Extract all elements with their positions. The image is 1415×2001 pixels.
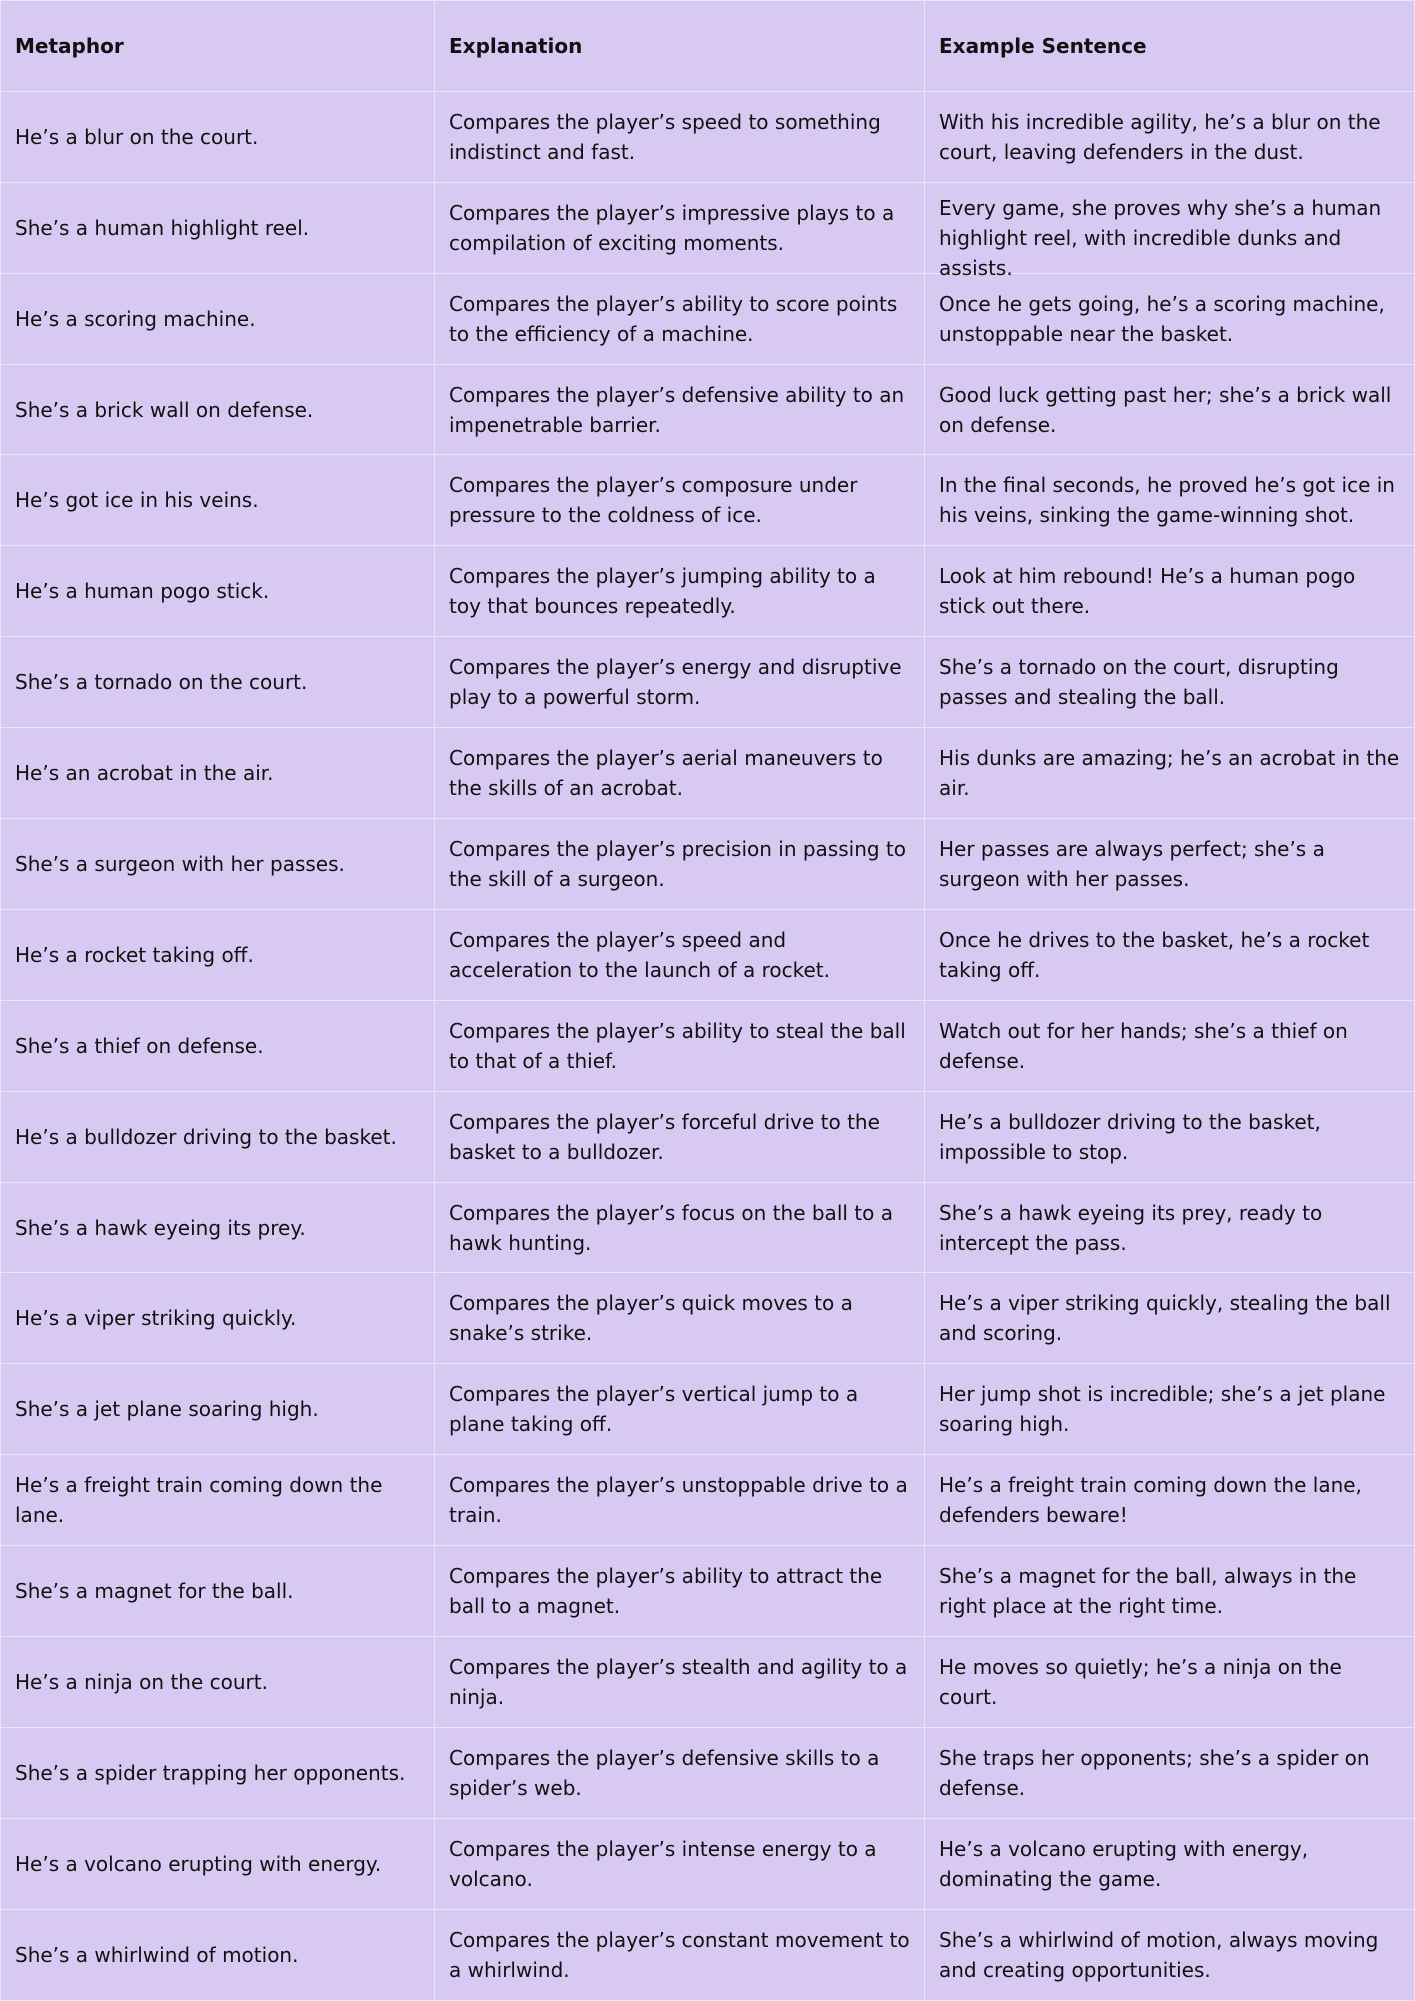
metaphor-cell-text: She’s a whirlwind of motion.	[15, 1942, 299, 1967]
explanation-cell	[435, 273, 925, 364]
explanation-cell	[435, 546, 925, 637]
metaphor-cell-text: He’s a bulldozer driving to the basket.	[15, 1124, 397, 1149]
example-sentence-cell-text: She’s a tornado on the court, disrupting passes and stealing the ball.	[939, 655, 1339, 710]
explanation-cell-text: Compares the player’s ability to score points to the efficiency of a machine.	[449, 291, 898, 346]
explanation-cell-text: Compares the player’s speed to something indistinct and fast.	[449, 109, 881, 164]
example-sentence-cell	[925, 728, 1415, 819]
explanation-cell-text: Compares the player’s aerial maneuvers to the skills of an acrobat.	[449, 746, 883, 801]
metaphor-cell-text: He’s a rocket taking off.	[15, 942, 254, 967]
header-metaphor: Metaphor	[1, 1, 435, 92]
example-sentence-cell-text: He’s a freight train coming down the lane, defenders beware!	[939, 1473, 1362, 1528]
table-row	[1, 1000, 1415, 1091]
metaphor-cell	[1, 455, 435, 546]
explanation-cell-text: Compares the player’s constant movement to a whirlwind.	[449, 1927, 910, 1982]
example-sentence-cell-text: He moves so quietly; he’s a ninja on the court.	[939, 1654, 1342, 1709]
metaphor-cell	[1, 1364, 435, 1455]
metaphor-cell	[1, 546, 435, 637]
example-sentence-cell-text: He’s a volcano erupting with energy, dominating the game.	[939, 1836, 1309, 1891]
explanation-cell	[435, 1364, 925, 1455]
explanation-cell	[435, 1182, 925, 1273]
example-sentence-cell	[925, 546, 1415, 637]
explanation-cell	[435, 1727, 925, 1818]
explanation-cell-text: Compares the player’s quick moves to a snake’s strike.	[449, 1291, 853, 1346]
metaphor-cell	[1, 819, 435, 910]
metaphor-cell-text: He’s got ice in his veins.	[15, 488, 259, 513]
table-row	[1, 182, 1415, 273]
explanation-cell	[435, 819, 925, 910]
example-sentence-cell	[925, 182, 1415, 280]
example-sentence-cell	[925, 1637, 1415, 1728]
metaphor-cell	[1, 1182, 435, 1273]
explanation-cell-text: Compares the player’s composure under pressure to the coldness of ice.	[449, 473, 858, 528]
metaphor-cell	[1, 273, 435, 364]
example-sentence-cell	[925, 1182, 1415, 1273]
example-sentence-cell	[925, 1273, 1415, 1364]
metaphor-cell-text: He’s a blur on the court.	[15, 124, 259, 149]
explanation-cell-text: Compares the player’s forceful drive to the basket to a bulldozer.	[449, 1109, 880, 1164]
explanation-cell	[435, 1091, 925, 1182]
metaphor-cell	[1, 182, 435, 273]
metaphor-cell-text: She’s a spider trapping her opponents.	[15, 1760, 406, 1785]
metaphor-cell-text: He’s a ninja on the court.	[15, 1669, 268, 1694]
example-sentence-cell	[925, 1364, 1415, 1455]
example-sentence-cell	[925, 1727, 1415, 1818]
table-header-row	[1, 1, 1415, 92]
example-sentence-cell-text: He’s a viper striking quickly, stealing the ball and scoring.	[939, 1291, 1391, 1346]
example-sentence-cell	[925, 364, 1415, 455]
explanation-cell	[435, 909, 925, 1000]
metaphor-cell-text: She’s a thief on defense.	[15, 1033, 264, 1058]
metaphor-cell	[1, 1546, 435, 1637]
example-sentence-cell-text: Good luck getting past her; she’s a brick wall on defense.	[939, 382, 1392, 437]
header-explanation: Explanation	[435, 1, 925, 92]
explanation-cell	[435, 1637, 925, 1728]
explanation-cell	[435, 1273, 925, 1364]
metaphor-cell-text: He’s a viper striking quickly.	[15, 1306, 297, 1331]
explanation-cell	[435, 1455, 925, 1546]
metaphor-cell-text: He’s a freight train coming down the lane.	[15, 1473, 383, 1528]
table-row	[1, 546, 1415, 637]
example-sentence-cell	[925, 819, 1415, 910]
table-row	[1, 1182, 1415, 1273]
example-sentence-cell-text: She’s a magnet for the ball, always in the right place at the right time.	[939, 1564, 1357, 1619]
example-sentence-cell-text: Look at him rebound! He’s a human pogo stick out there.	[939, 564, 1356, 619]
example-sentence-cell	[925, 1455, 1415, 1546]
example-sentence-cell-text: She’s a hawk eyeing its prey, ready to intercept the pass.	[939, 1200, 1323, 1255]
metaphor-cell-text: She’s a jet plane soaring high.	[15, 1397, 319, 1422]
table-row	[1, 1091, 1415, 1182]
metaphor-cell	[1, 1909, 435, 2000]
metaphor-cell-text: He’s an acrobat in the air.	[15, 761, 274, 786]
explanation-cell-text: Compares the player’s ability to steal the ball to that of a thief.	[449, 1018, 906, 1073]
explanation-cell-text: Compares the player’s impressive plays to a compilation of exciting moments.	[449, 200, 895, 255]
example-sentence-cell	[925, 1909, 1415, 2000]
metaphor-cell	[1, 1455, 435, 1546]
metaphor-cell-text: He’s a scoring machine.	[15, 306, 256, 331]
table-row	[1, 1727, 1415, 1818]
table-row	[1, 819, 1415, 910]
explanation-cell-text: Compares the player’s stealth and agility to a ninja.	[449, 1654, 908, 1709]
example-sentence-cell	[925, 455, 1415, 546]
metaphor-cell-text: She’s a human highlight reel.	[15, 215, 310, 240]
metaphor-cell	[1, 1727, 435, 1818]
metaphor-cell-text: He’s a human pogo stick.	[15, 579, 270, 604]
metaphor-cell	[1, 1000, 435, 1091]
explanation-cell	[435, 728, 925, 819]
explanation-cell-text: Compares the player’s intense energy to a volcano.	[449, 1836, 877, 1891]
explanation-cell-text: Compares the player’s ability to attract the ball to a magnet.	[449, 1564, 883, 1619]
example-sentence-cell-text: Her jump shot is incredible; she’s a jet plane soaring high.	[939, 1382, 1386, 1437]
explanation-cell	[435, 1818, 925, 1909]
metaphor-cell-text: She’s a hawk eyeing its prey.	[15, 1215, 306, 1240]
table-row	[1, 455, 1415, 546]
metaphor-cell	[1, 909, 435, 1000]
table-row	[1, 1364, 1415, 1455]
explanation-cell-text: Compares the player’s energy and disruptive play to a powerful storm.	[449, 655, 902, 710]
explanation-cell-text: Compares the player’s focus on the ball to a hawk hunting.	[449, 1200, 893, 1255]
explanation-cell-text: Compares the player’s vertical jump to a plane taking off.	[449, 1382, 859, 1437]
example-sentence-cell-text: She traps her opponents; she’s a spider on defense.	[939, 1745, 1370, 1800]
example-sentence-cell-text: Watch out for her hands; she’s a thief on defense.	[939, 1018, 1348, 1073]
metaphor-cell	[1, 91, 435, 182]
metaphor-cell	[1, 728, 435, 819]
example-sentence-cell	[925, 637, 1415, 728]
example-sentence-cell	[925, 91, 1415, 182]
explanation-cell-text: Compares the player’s precision in passing to the skill of a surgeon.	[449, 836, 907, 891]
table-row	[1, 1909, 1415, 2000]
explanation-cell-text: Compares the player’s speed and acceleration to the launch of a rocket.	[449, 927, 831, 982]
table-row	[1, 1818, 1415, 1909]
example-sentence-cell-text: He’s a bulldozer driving to the basket, impossible to stop.	[939, 1109, 1321, 1164]
metaphor-cell	[1, 637, 435, 728]
example-sentence-cell-text: Once he gets going, he’s a scoring machine, unstoppable near the basket.	[939, 291, 1385, 346]
metaphor-cell	[1, 1091, 435, 1182]
table-row	[1, 1455, 1415, 1546]
example-sentence-cell-text: In the final seconds, he proved he’s got ice in his veins, sinking the game-winning shot.	[939, 473, 1395, 528]
table-row	[1, 1273, 1415, 1364]
explanation-cell	[435, 91, 925, 182]
explanation-cell	[435, 1000, 925, 1091]
example-sentence-cell-text: Her passes are always perfect; she’s a surgeon with her passes.	[939, 836, 1325, 891]
metaphor-cell-text: She’s a surgeon with her passes.	[15, 851, 345, 876]
explanation-cell-text: Compares the player’s jumping ability to a toy that bounces repeatedly.	[449, 564, 876, 619]
explanation-cell	[435, 455, 925, 546]
example-sentence-cell-text: She’s a whirlwind of motion, always moving and creating opportunities.	[939, 1927, 1379, 1982]
example-sentence-cell-text: His dunks are amazing; he’s an acrobat in the air.	[939, 746, 1400, 801]
table-row	[1, 273, 1415, 364]
explanation-cell-text: Compares the player’s defensive ability to an impenetrable barrier.	[449, 382, 905, 437]
metaphor-cell	[1, 364, 435, 455]
table-row	[1, 637, 1415, 728]
example-sentence-cell	[925, 1546, 1415, 1637]
explanation-cell	[435, 637, 925, 728]
metaphor-cell-text: She’s a magnet for the ball.	[15, 1579, 294, 1604]
example-sentence-cell-text: Once he drives to the basket, he’s a rocket taking off.	[939, 927, 1370, 982]
table-row	[1, 1637, 1415, 1728]
metaphor-cell-text: She’s a brick wall on defense.	[15, 397, 314, 422]
example-sentence-cell	[925, 1091, 1415, 1182]
example-sentence-cell	[925, 1000, 1415, 1091]
metaphor-cell	[1, 1637, 435, 1728]
example-sentence-cell-text: Every game, she proves why she’s a human highlight reel, with incredible dunks and assists.	[939, 195, 1382, 280]
metaphor-cell	[1, 1818, 435, 1909]
table-row	[1, 91, 1415, 182]
table-row	[1, 728, 1415, 819]
explanation-cell	[435, 1546, 925, 1637]
explanation-cell-text: Compares the player’s unstoppable drive to a train.	[449, 1473, 908, 1528]
metaphor-cell-text: She’s a tornado on the court.	[15, 670, 308, 695]
table-row	[1, 364, 1415, 455]
example-sentence-cell-text: With his incredible agility, he’s a blur on the court, leaving defenders in the dust.	[939, 109, 1381, 164]
metaphor-cell-text: He’s a volcano erupting with energy.	[15, 1851, 382, 1876]
header-example-sentence: Example Sentence	[925, 1, 1415, 92]
example-sentence-cell	[925, 909, 1415, 1000]
explanation-cell	[435, 364, 925, 455]
table-row	[1, 909, 1415, 1000]
example-sentence-cell	[925, 1818, 1415, 1909]
table-row	[1, 1546, 1415, 1637]
explanation-cell	[435, 1909, 925, 2000]
metaphor-cell	[1, 1273, 435, 1364]
explanation-cell	[435, 182, 925, 273]
explanation-cell-text: Compares the player’s defensive skills to a spider’s web.	[449, 1745, 880, 1800]
example-sentence-cell	[925, 273, 1415, 364]
